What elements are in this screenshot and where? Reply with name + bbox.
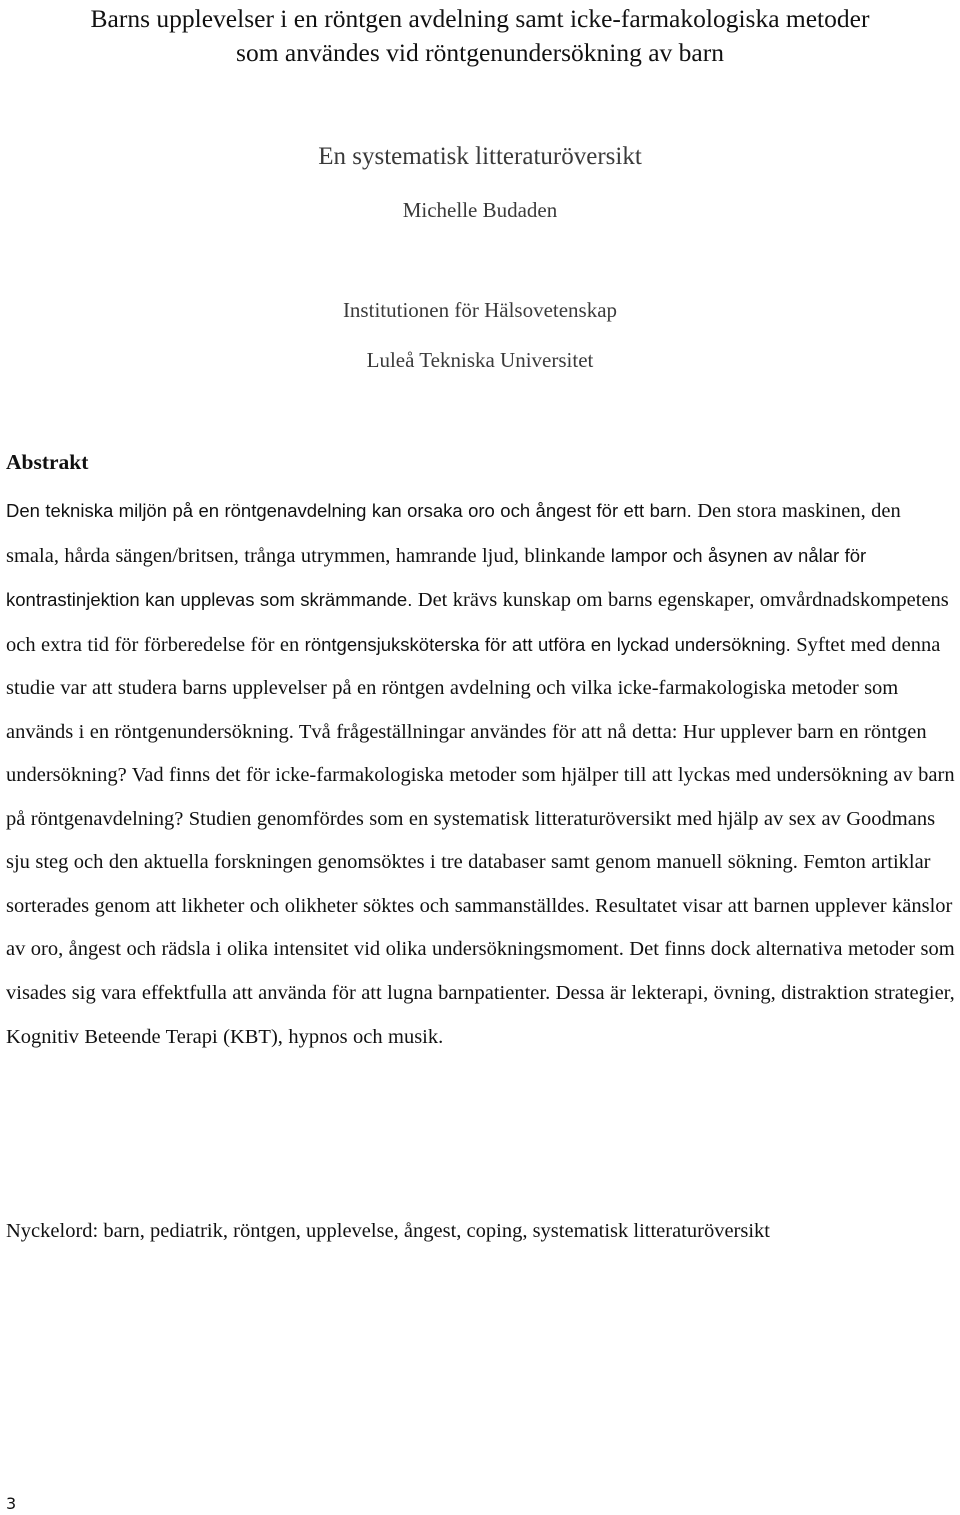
subtitle: En systematisk litteraturöversikt — [318, 143, 642, 170]
abstract-sentence-2: Den stora maskinen, den smala, hårda sängen/britsen, trånga utrymmen, hamrande ljud, blinkande — [6, 500, 901, 567]
keywords: Nyckelord: barn, pediatrik, röntgen, upplevelse, ångest, coping, systematisk litteraturöversikt — [6, 1220, 770, 1242]
page-number: 3 — [6, 1494, 17, 1513]
abstract-remaining-text: Syftet med denna studie var att studera barns upplevelser på en röntgen avdelning och vilka icke-farmakologiska metoder som används i en röntgenundersökning. Två frågeställningar användes för att nå detta: Hur upplever barn en röntgen undersökning? Vad finns det för icke-farmakologiska metoder som hjälper till att lyckas med undersökning av barn på röntgenavdelning? Studien genomfördes som en systematisk litteraturöversikt med hjälp av sex av Goodmans sju steg och den aktuella forskningen genomsöktes i tre databaser samt genom manuell sökning. Femton artiklar sorterades genom att likheter och olikheter söktes och sammanställdes. Resultatet visar att barnen upplever känslor av oro, ångest och rädsla i olika intensitet vid olika undersökningsmoment. Det finns dock alternativa metoder som visades sig vara effektfulla att använda för att lugna barnpatienter. Dessa är lekterapi, övning, distraktion strategier, Kognitiv Beteende Terapi (KBT), hypnos och musik. — [6, 633, 955, 1048]
page-title — [0, 2, 960, 70]
title-line-2: som användes vid röntgenundersökning av barn — [236, 38, 724, 67]
author-name: Michelle Budaden — [402, 198, 558, 222]
title-line-1: Barns upplevelser i en röntgen avdelning samt icke-farmakologiska metoder — [90, 4, 870, 33]
abstract-sentence-2-end: lampor och åsynen av nålar för kontrastinjektion kan upplevas som skrämmande. — [6, 544, 867, 611]
abstract-sentence-3: Det krävs kunskap om barns egenskaper, omvårdnadskompetens och extra tid för förberedelse för en — [6, 589, 949, 656]
department: Institutionen för Hälsovetenskap — [342, 298, 618, 322]
abstract-sentence-1: Den tekniska miljön på en röntgenavdelning kan orsaka oro och ångest för ett barn. — [6, 500, 692, 521]
abstract-heading: Abstrakt — [6, 450, 89, 474]
university: Luleå Tekniska Universitet — [366, 348, 594, 372]
abstract-body — [6, 489, 956, 1059]
abstract-sentence-3-end: röntgensjuksköterska för att utföra en lyckad undersökning. — [304, 633, 791, 655]
